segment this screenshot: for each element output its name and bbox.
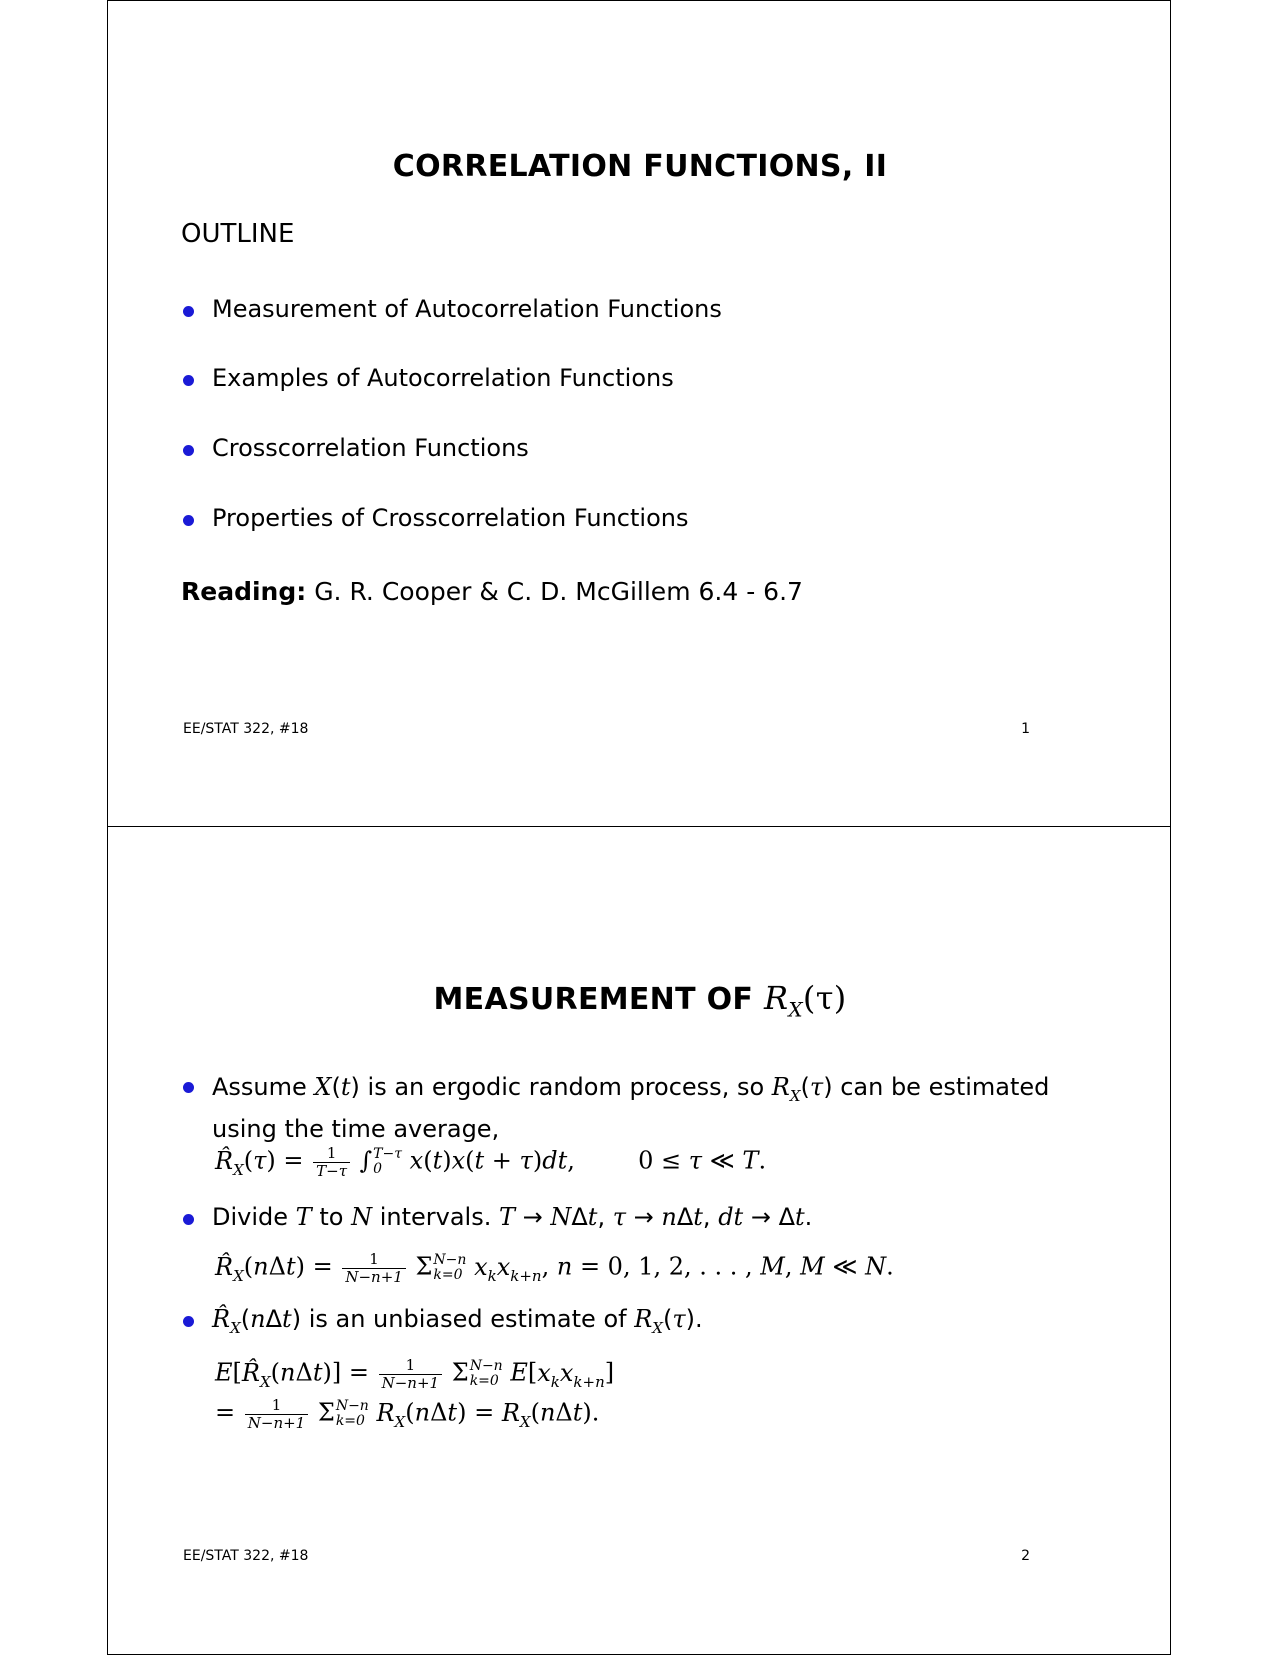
bullet-icon xyxy=(183,306,194,317)
reading-text: G. R. Cooper & C. D. McGillem 6.4 - 6.7 xyxy=(314,577,803,606)
outline-item-2: Examples of Autocorrelation Functions xyxy=(183,364,674,392)
slide-1-title: CORRELATION FUNCTIONS, II xyxy=(392,149,888,184)
outline-item-3: Crosscorrelation Functions xyxy=(183,434,529,462)
bullet-icon xyxy=(183,1316,194,1327)
footer-course: EE/STAT 322, #18 xyxy=(183,721,309,737)
reading-line xyxy=(181,577,803,606)
reading-label: Reading: xyxy=(181,577,307,606)
bullet-icon xyxy=(183,1214,194,1225)
formula-expectation-1: $E[R̂_X(n\Delta t)]$ = $\frac{1}{N-n+1}$ Σ N−n k=0 $E[x_kx_{k+n}]$ xyxy=(215,1356,615,1392)
page-number: 1 xyxy=(1021,721,1030,737)
outline-label: OUTLINE xyxy=(181,219,295,249)
formula-expectation-2: = $\frac{1}{N-n+1}$ Σ N−n k=0 $R_X(n\Delta t) = R_X(n\Delta t)$. xyxy=(215,1396,600,1432)
bullet-icon xyxy=(183,375,194,386)
title-math: $R_X(\tau)$ xyxy=(763,979,847,1022)
slide-2 xyxy=(107,826,1171,1655)
formula-discrete-estimate: $R̂_X(n\Delta t)$ = $\frac{1}{N-n+1}$ Σ N−n k=0 $x_kx_{k+n}$, n = 0, 1, 2, . . . , M, M ≪ N. xyxy=(215,1250,894,1286)
bullet-divide: Divide T to N intervals. T → NΔt, τ → nΔt, dt → Δt. xyxy=(183,1203,812,1231)
footer-course: EE/STAT 322, #18 xyxy=(183,1548,309,1564)
page-number: 2 xyxy=(1021,1548,1030,1564)
formula-time-average: $R̂_X(\tau)$ = $\frac{1}{T-\tau}$ ∫ T−τ 0 x(t)x(t + τ)dt, 0 ≤ τ ≪ T. xyxy=(215,1144,767,1180)
bullet-icon xyxy=(183,515,194,526)
outline-item-1: Measurement of Autocorrelation Functions xyxy=(183,295,722,323)
slide-2-title: MEASUREMENT OF $R_X(\tau)$ xyxy=(433,979,847,1022)
bullet-unbiased: $R̂_X(n\Delta t)$ is an unbiased estimate of $R_X(\tau)$. xyxy=(183,1305,703,1337)
outline-item-4: Properties of Crosscorrelation Functions xyxy=(183,504,688,532)
slide-1 xyxy=(107,0,1171,828)
bullet-assume: Assume X(t) is an ergodic random process, so $R_X(\tau)$ can be estimated using the time average, xyxy=(183,1071,1083,1146)
bullet-icon xyxy=(183,445,194,456)
bullet-icon xyxy=(183,1082,194,1093)
